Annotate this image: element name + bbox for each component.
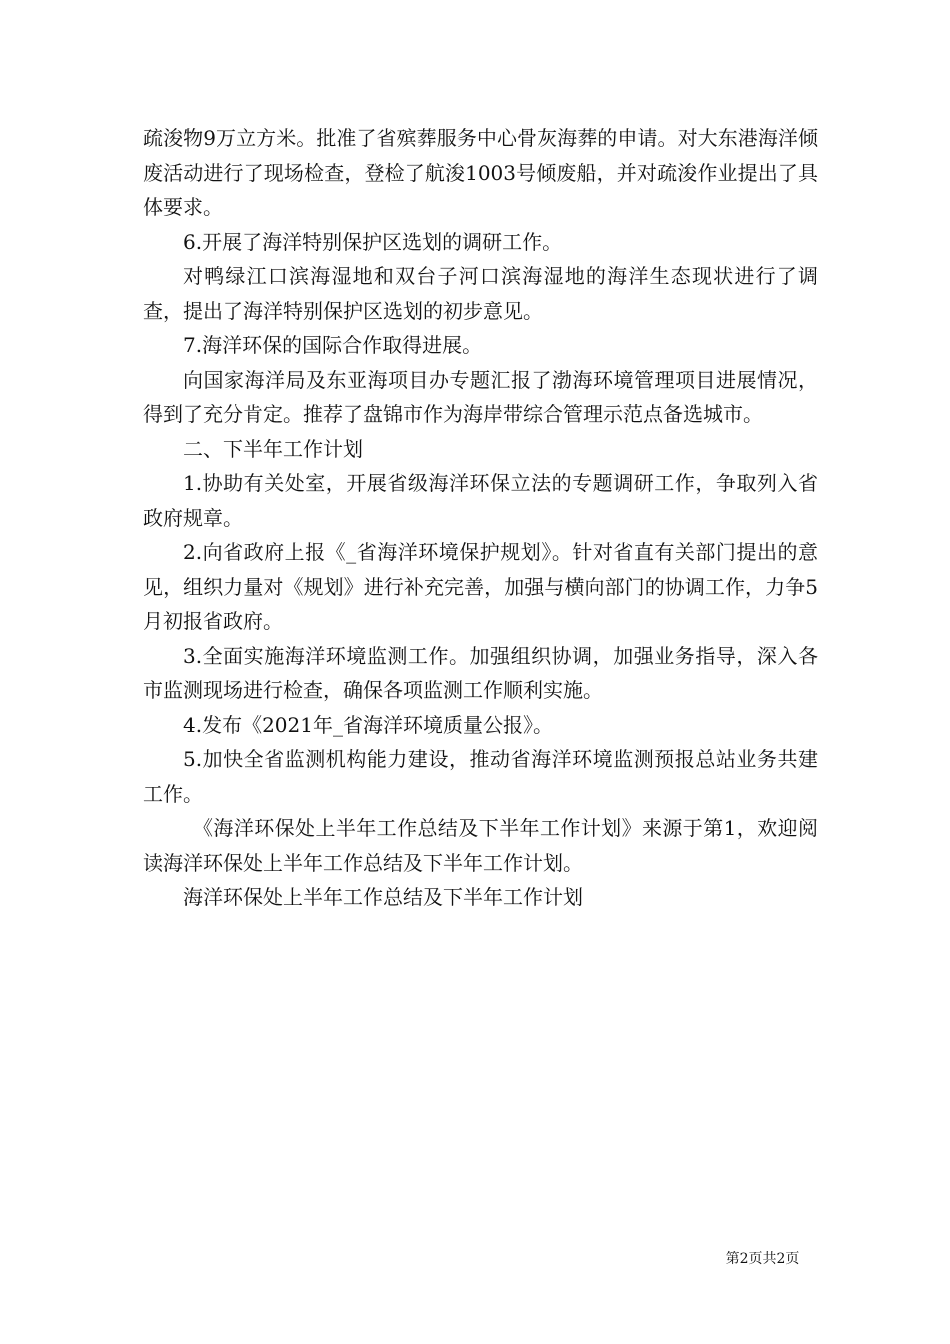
- plan-item-3: 3.全面实施海洋环境监测工作。加强组织协调，加强业务指导，深入各市监测现场进行检查，确保各项监测工作顺利实施。: [143, 643, 818, 702]
- source-note: 《海洋环保处上半年工作总结及下半年工作计划》来源于第1，欢迎阅读海洋环保处上半年工作总结及下半年工作计划。: [143, 816, 818, 875]
- section-heading-7: 7.海洋环保的国际合作取得进展。: [183, 333, 483, 357]
- plan-item-2: 2.向省政府上报《_省海洋环境保护规划》。针对省直有关部门提出的意见，组织力量对《规划》进行补充完善，加强与横向部门的协调工作，力争5月初报省政府。: [143, 540, 818, 633]
- plan-item-1: 1.协助有关处室，开展省级海洋环保立法的专题调研工作，争取列入省政府规章。: [143, 471, 818, 530]
- closing-title: 海洋环保处上半年工作总结及下半年工作计划: [183, 885, 583, 909]
- section-heading-plan: 二、下半年工作计划: [183, 436, 363, 461]
- page-number-footer: 第2页共2页: [725, 1251, 800, 1267]
- plan-item-4: 4.发布《2021年_省海洋环境质量公报》。: [183, 712, 553, 737]
- paragraph-cooperation: 向国家海洋局及东亚海项目办专题汇报了渤海环境管理项目进展情况，得到了充分肯定。推荐了盘锦市作为海岸带综合管理示范点备选城市。: [143, 367, 818, 426]
- document-body: [143, 121, 818, 915]
- section-heading-6: 6.开展了海洋特别保护区选划的调研工作。: [183, 229, 563, 254]
- paragraph-wetland-survey: 对鸭绿江口滨海湿地和双台子河口滨海湿地的海洋生态现状进行了调查，提出了海洋特别保护区选划的初步意见。: [143, 264, 818, 323]
- paragraph-continuation: 疏浚物9万立方米。批准了省殡葬服务中心骨灰海葬的申请。对大东港海洋倾废活动进行了现场检查，登检了航浚1003号倾废船，并对疏浚作业提出了具体要求。: [143, 126, 818, 219]
- plan-item-5: 5.加快全省监测机构能力建设，推动省海洋环境监测预报总站业务共建工作。: [143, 747, 818, 806]
